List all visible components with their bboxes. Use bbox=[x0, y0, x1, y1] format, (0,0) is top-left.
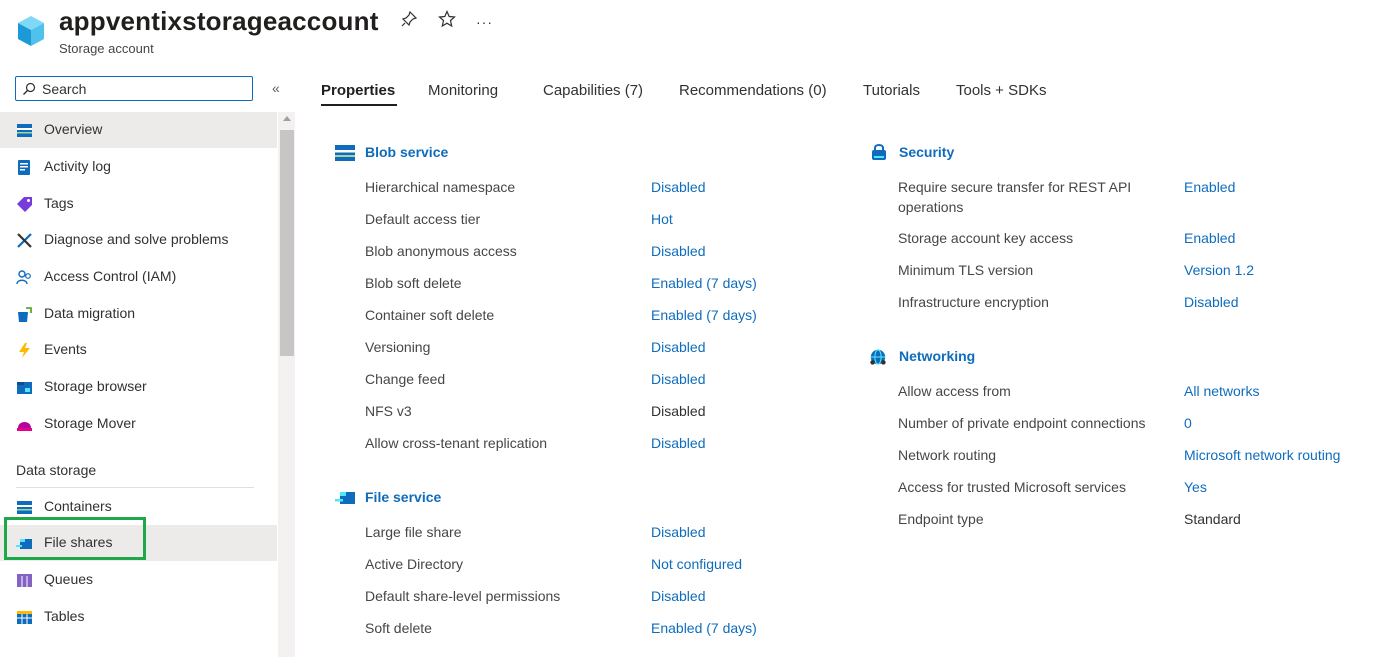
highlight-box bbox=[4, 517, 146, 560]
property-value-link[interactable]: Disabled bbox=[651, 435, 706, 451]
data-migration-icon bbox=[16, 306, 33, 323]
property-label: Storage account key access bbox=[898, 230, 1074, 246]
property-label: Default access tier bbox=[365, 211, 481, 227]
sidebar-item-activity-log[interactable] bbox=[0, 149, 277, 185]
property-label: Minimum TLS version bbox=[898, 262, 1034, 278]
section-title-blob-service[interactable]: Blob service bbox=[365, 144, 449, 160]
sidebar-item-events[interactable] bbox=[0, 332, 277, 368]
section-title-security[interactable]: Security bbox=[899, 144, 955, 160]
tab-properties[interactable]: Properties bbox=[321, 82, 396, 99]
property-value-link[interactable]: 0 bbox=[1184, 415, 1192, 431]
property-label: Versioning bbox=[365, 339, 431, 355]
storage-browser-icon bbox=[16, 379, 33, 396]
activity-log-icon bbox=[16, 159, 33, 176]
property-label: Container soft delete bbox=[365, 307, 495, 323]
property-label: Allow cross-tenant replication bbox=[365, 435, 548, 451]
property-value-link[interactable]: Hot bbox=[651, 211, 673, 227]
property-value-link[interactable]: Disabled bbox=[651, 179, 706, 195]
sidebar-item-label: Data migration bbox=[44, 305, 136, 321]
property-value-link[interactable]: Enabled bbox=[1184, 179, 1236, 195]
sidebar-item-label: Storage browser bbox=[44, 378, 147, 394]
star-icon[interactable] bbox=[438, 10, 456, 33]
tag-icon bbox=[16, 196, 33, 213]
property-value-link[interactable]: Version 1.2 bbox=[1184, 262, 1255, 278]
property-label: Access for trusted Microsoft services bbox=[898, 479, 1126, 495]
sidebar-item-label: File shares bbox=[44, 534, 113, 550]
property-value: Disabled bbox=[651, 403, 706, 419]
tab-tools-sdks[interactable]: Tools + SDKs bbox=[956, 82, 1047, 99]
property-label: Hierarchical namespace bbox=[365, 179, 516, 195]
property-value-link[interactable]: Disabled bbox=[651, 588, 706, 604]
storage-mover-icon bbox=[16, 416, 33, 433]
search-input[interactable] bbox=[42, 79, 242, 98]
diagnose-icon bbox=[16, 232, 33, 249]
property-label: Infrastructure encryption bbox=[898, 294, 1049, 310]
containers-icon bbox=[16, 499, 33, 516]
property-label: Endpoint type bbox=[898, 511, 984, 527]
pin-icon[interactable] bbox=[400, 10, 418, 33]
tab-recommendations[interactable]: Recommendations (0) bbox=[679, 82, 827, 99]
section-title-file-service[interactable]: File service bbox=[365, 489, 442, 505]
property-value-link[interactable]: Enabled (7 days) bbox=[651, 620, 757, 636]
property-value-link[interactable]: Disabled bbox=[651, 339, 706, 355]
property-value-link[interactable]: Enabled bbox=[1184, 230, 1236, 246]
sidebar-item-label: Diagnose and solve problems bbox=[44, 231, 229, 247]
sidebar-item-tables[interactable] bbox=[0, 599, 277, 635]
section-title-networking[interactable]: Networking bbox=[899, 348, 976, 364]
tables-icon bbox=[16, 609, 33, 626]
sidebar-item-label: Tags bbox=[44, 195, 74, 211]
sidebar-item-tags[interactable] bbox=[0, 186, 277, 222]
sidebar-scrollbar-thumb[interactable] bbox=[280, 130, 294, 356]
search-box[interactable] bbox=[15, 76, 253, 101]
property-label: Large file share bbox=[365, 524, 462, 540]
property-label: Number of private endpoint connections bbox=[898, 415, 1146, 431]
scroll-up-arrow-icon[interactable] bbox=[283, 116, 291, 121]
tab-capabilities[interactable]: Capabilities (7) bbox=[543, 82, 644, 99]
sidebar-item-label: Activity log bbox=[44, 158, 111, 174]
property-value-link[interactable]: Disabled bbox=[651, 524, 706, 540]
property-label: Soft delete bbox=[365, 620, 432, 636]
sidebar-item-data-migration[interactable] bbox=[0, 296, 277, 332]
property-value: Standard bbox=[1184, 511, 1241, 527]
collapse-sidebar-button[interactable]: « bbox=[272, 80, 280, 96]
search-icon bbox=[22, 82, 36, 96]
property-label: Require secure transfer for REST API bbox=[898, 179, 1132, 195]
tab-monitoring[interactable]: Monitoring bbox=[428, 82, 499, 99]
networking-globe-icon bbox=[868, 348, 888, 366]
property-label: Blob soft delete bbox=[365, 275, 462, 291]
property-value-link[interactable]: Disabled bbox=[1184, 294, 1239, 310]
sidebar-item-label: Tables bbox=[44, 608, 85, 624]
sidebar-item-queues[interactable] bbox=[0, 562, 277, 598]
section-heading-data-storage: Data storage bbox=[16, 462, 97, 478]
property-label: Blob anonymous access bbox=[365, 243, 517, 259]
property-label: Network routing bbox=[898, 447, 997, 463]
active-tab-indicator bbox=[321, 104, 397, 106]
blob-service-icon bbox=[335, 144, 355, 162]
security-lock-icon bbox=[869, 143, 889, 161]
overview-icon bbox=[16, 122, 33, 139]
queues-icon bbox=[16, 572, 33, 589]
property-value-link[interactable]: Disabled bbox=[651, 243, 706, 259]
property-label: Active Directory bbox=[365, 556, 464, 572]
sidebar-item-diagnose[interactable] bbox=[0, 222, 277, 258]
sidebar-item-label: Overview bbox=[44, 121, 103, 137]
sidebar-item-label: Storage Mover bbox=[44, 415, 136, 431]
sidebar-item-storage-browser[interactable] bbox=[0, 369, 277, 405]
property-label: Allow access from bbox=[898, 383, 1011, 399]
sidebar-item-iam[interactable] bbox=[0, 259, 277, 295]
property-label: Change feed bbox=[365, 371, 446, 387]
property-value-link[interactable]: All networks bbox=[1184, 383, 1260, 399]
sidebar-item-label: Events bbox=[44, 341, 87, 357]
property-label-continued: operations bbox=[898, 199, 964, 215]
sidebar-item-label: Queues bbox=[44, 571, 94, 587]
property-value-link[interactable]: Yes bbox=[1184, 479, 1207, 495]
property-value-link[interactable]: Enabled (7 days) bbox=[651, 307, 757, 323]
sidebar-item-label: Containers bbox=[44, 498, 112, 514]
property-value-link[interactable]: Disabled bbox=[651, 371, 706, 387]
page-subtitle: Storage account bbox=[59, 41, 154, 56]
file-service-icon bbox=[335, 489, 355, 507]
page-title: appventixstorageaccount bbox=[59, 6, 379, 36]
property-value-link[interactable]: Enabled (7 days) bbox=[651, 275, 757, 291]
events-icon bbox=[16, 342, 33, 359]
sidebar-item-label: Access Control (IAM) bbox=[44, 268, 177, 284]
property-value-link[interactable]: Not configured bbox=[651, 556, 743, 572]
sidebar-item-storage-mover[interactable] bbox=[0, 406, 277, 442]
property-label: NFS v3 bbox=[365, 403, 412, 419]
iam-icon bbox=[16, 269, 33, 286]
tab-tutorials[interactable]: Tutorials bbox=[863, 82, 920, 99]
section-divider bbox=[16, 487, 254, 488]
storage-account-icon bbox=[16, 14, 46, 48]
property-label: Default share-level permissions bbox=[365, 588, 561, 604]
property-value-link[interactable]: Microsoft network routing bbox=[1184, 447, 1341, 463]
more-options-button[interactable]: ··· bbox=[476, 14, 493, 30]
sidebar-item-overview[interactable] bbox=[0, 112, 277, 148]
